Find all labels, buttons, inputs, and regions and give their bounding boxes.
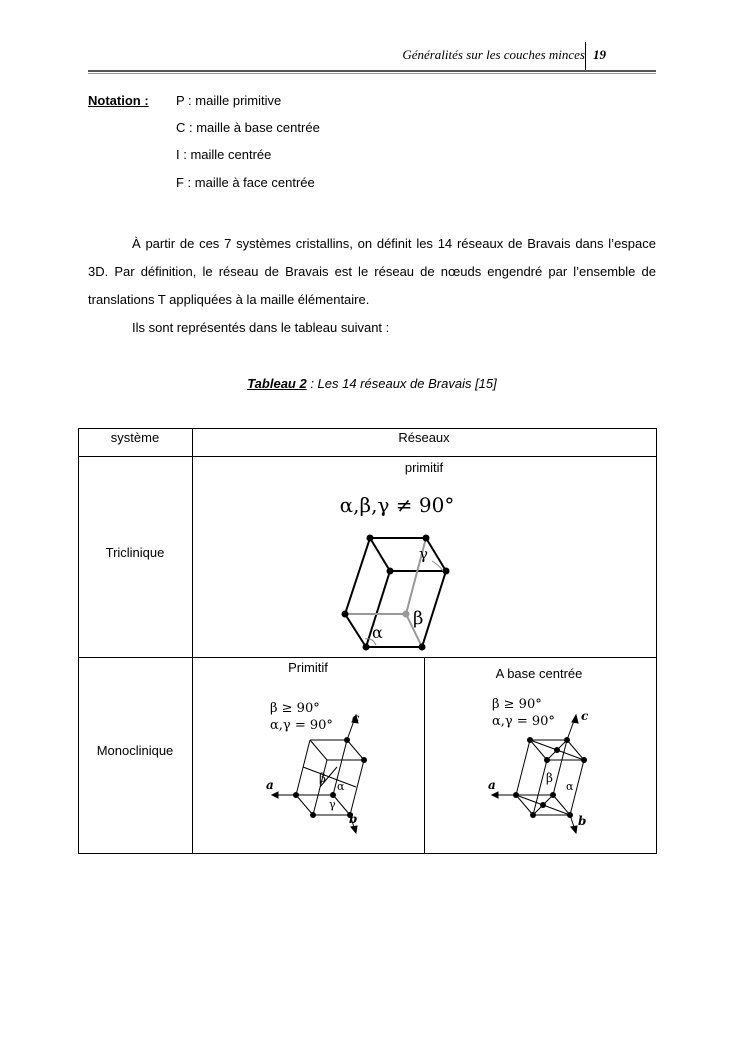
lattice-node bbox=[293, 792, 299, 798]
column-header-networks: Réseaux bbox=[398, 430, 450, 445]
lattice-node bbox=[527, 737, 533, 743]
lattice-node bbox=[550, 792, 556, 798]
monoclinic-c-axis-a: a bbox=[488, 778, 496, 792]
lattice-node bbox=[367, 535, 374, 542]
monoclinic-c-condition-alpha-gamma: α,γ = 90° bbox=[492, 714, 555, 729]
lattice-node bbox=[530, 812, 536, 818]
notation-item-p: P : maille primitive bbox=[176, 93, 282, 108]
lattice-node bbox=[567, 812, 573, 818]
base-center-node bbox=[554, 747, 560, 753]
triclinic-gamma-label: γ bbox=[419, 545, 428, 563]
monoclinic-c-axis-b: b bbox=[578, 814, 587, 828]
monoclinic-p-beta-label: β bbox=[319, 771, 326, 785]
lattice-node bbox=[363, 644, 370, 651]
page-number: 19 bbox=[593, 47, 606, 62]
lattice-name-triclinic-primitive: primitif bbox=[404, 460, 444, 475]
table-caption-text: : Les 14 réseaux de Bravais [15] bbox=[306, 376, 497, 391]
monoclinic-p-alpha-label: α bbox=[337, 780, 345, 793]
monoclinic-p-gamma-label: γ bbox=[329, 798, 336, 811]
lattice-node bbox=[342, 611, 349, 618]
triclinic-primitive-cell bbox=[342, 535, 450, 651]
notation-item-f: F : maille à face centrée bbox=[176, 175, 315, 190]
monoclinic-p-axis-c: c bbox=[352, 711, 360, 725]
lattice-node bbox=[581, 757, 587, 763]
lattice-node bbox=[544, 757, 550, 763]
lattice-name-monoclinic-base-centered: A base centrée bbox=[495, 666, 583, 681]
notation-item-c: C : maille à base centrée bbox=[176, 120, 320, 135]
lattice-node bbox=[419, 644, 426, 651]
table-caption-label: Tableau 2 bbox=[247, 376, 307, 391]
monoclinic-p-condition-beta: β ≥ 90° bbox=[270, 701, 320, 716]
lattice-node bbox=[443, 568, 450, 575]
triclinic-condition: α,β,γ ≠ 90° bbox=[339, 493, 455, 517]
column-header-system: système bbox=[110, 430, 160, 445]
lattice-node bbox=[387, 568, 394, 575]
base-center-node bbox=[540, 802, 546, 808]
monoclinic-p-condition-alpha-gamma: α,γ = 90° bbox=[270, 718, 333, 733]
lattice-node bbox=[361, 757, 367, 763]
row-label-triclinic: Triclinique bbox=[105, 545, 165, 560]
monoclinic-c-alpha-label: α bbox=[566, 780, 574, 793]
paragraph-2: Ils sont représentés dans le tableau suivant : bbox=[132, 320, 390, 335]
lattice-node bbox=[310, 812, 316, 818]
monoclinic-c-condition-beta: β ≥ 90° bbox=[492, 697, 542, 712]
running-header-title: Généralités sur les couches minces bbox=[402, 47, 585, 62]
notation-item-i: I : maille centrée bbox=[176, 147, 272, 162]
lattice-node bbox=[423, 535, 430, 542]
lattice-name-monoclinic-primitive: Primitif bbox=[288, 660, 328, 675]
paragraph-line-2: 3D. Par définition, le réseau de Bravais est le réseau de nœuds engendré par l’ensemble de bbox=[88, 264, 656, 279]
paragraph-line-1: À partir de ces 7 systèmes cristallins, on définit les 14 réseaux de Bravais dans l’espace bbox=[132, 236, 656, 251]
lattice-node bbox=[564, 737, 570, 743]
monoclinic-p-axis-b: b bbox=[349, 812, 358, 826]
hidden-lattice-node bbox=[403, 611, 410, 618]
triclinic-alpha-label: α bbox=[372, 623, 383, 642]
paragraph-line-3: translations T appliquées à la maille élémentaire. bbox=[88, 292, 370, 307]
monoclinic-c-beta-label: β bbox=[546, 771, 553, 785]
triclinic-beta-label: β bbox=[413, 608, 424, 629]
notation-label: Notation : bbox=[88, 93, 149, 108]
monoclinic-c-axis-c: c bbox=[581, 709, 589, 723]
lattice-node bbox=[513, 792, 519, 798]
lattice-node bbox=[344, 737, 350, 743]
row-label-monoclinic: Monoclinique bbox=[96, 743, 174, 758]
monoclinic-p-axis-a: a bbox=[266, 778, 274, 792]
monoclinic-base-centered-cell bbox=[492, 715, 587, 833]
